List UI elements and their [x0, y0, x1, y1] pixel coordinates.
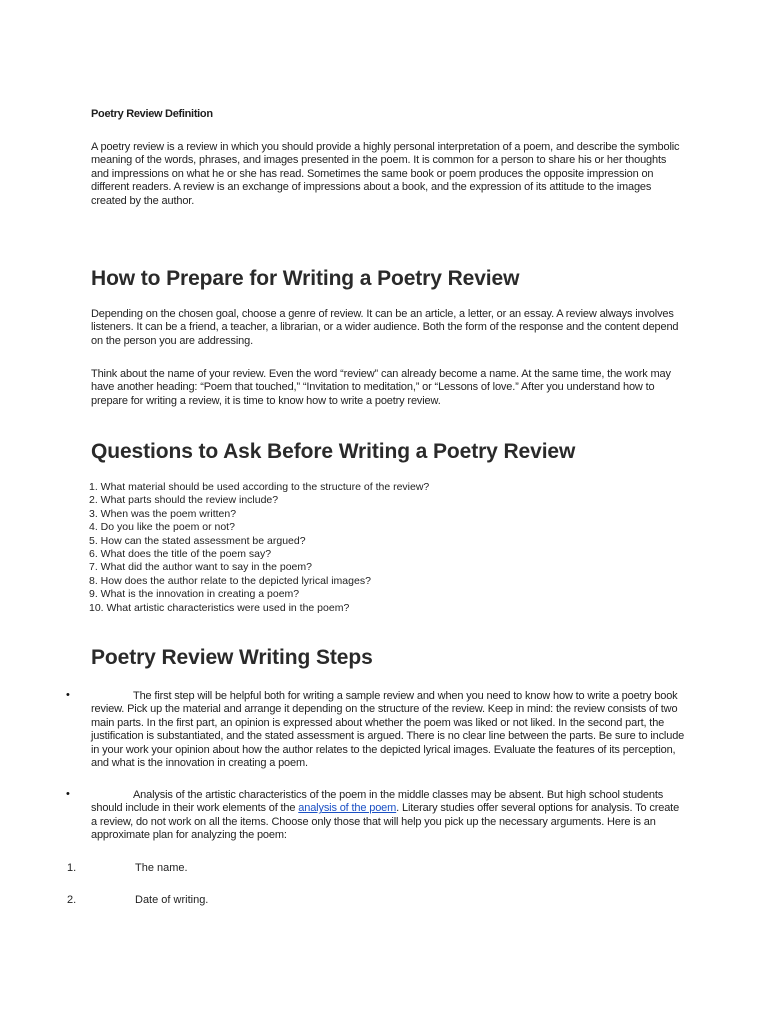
- question-item: 8. How does the author relate to the depicted lyrical images?: [89, 574, 371, 587]
- plan-item-text: The name.: [135, 862, 188, 874]
- question-item: 7. What did the author want to say in the poem?: [89, 561, 312, 574]
- prepare-paragraph-1: Depending on the chosen goal, choose a genre of review. It can be an article, a letter, or an essay. A review always involves listeners. It can be a friend, a teacher, a librarian, or a wider audience. Both the form of the response and the content depend on the person you are addressing.: [91, 308, 679, 347]
- question-item: 5. How can the stated assessment be argued?: [89, 534, 306, 547]
- prepare-paragraph-2: Think about the name of your review. Even the word “review” can already become a name. At the same time, the work may have another heading: “Poem that touched,” “Invitation to meditation,” or “Lessons of love.” After you understand how to prepare for writing a review, it is time to know how to write a poetry review.: [91, 368, 671, 407]
- question-item: 10. What artistic characteristics were used in the poem?: [89, 601, 350, 614]
- section-heading-prepare: How to Prepare for Writing a Poetry Review: [91, 267, 520, 290]
- bullet-icon: •: [66, 689, 70, 701]
- question-item: 6. What does the title of the poem say?: [89, 548, 272, 561]
- section-heading-steps: Poetry Review Writing Steps: [91, 646, 373, 669]
- analysis-of-poem-link[interactable]: analysis of the poem: [298, 802, 397, 815]
- intro-paragraph: A poetry review is a review in which you should provide a highly personal interpretation of a poem, and describe the symbolic meaning of the words, phrases, and images presented in the poem. It is common for a person to share his or her thoughts and impressions on what he or she has read. Sometimes the same book or poem produces the opposite impression on different readers. A review is an exchange of impressions about a book, and the expression of its attitude to the images created by the author.: [91, 141, 680, 207]
- question-item: 9. What is the innovation in creating a poem?: [89, 588, 300, 601]
- question-item: 2. What parts should the review include?: [89, 494, 279, 507]
- question-item: 1. What material should be used according to the structure of the review?: [89, 481, 430, 493]
- section-heading-questions: Questions to Ask Before Writing a Poetry Review: [91, 440, 576, 463]
- step-1-text: The first step will be helpful both for writing a sample review and when you need to know how to write a poetry book review. Pick up the material and arrange it depending on the structure of the review. Keep in mind: the review consists of two main parts. In the first part, an opinion is expressed about whether the poem was liked or not liked. In the second part, the justification is substantiated, and the stated assessment is argued. There is no clear line between the parts. Be sure to include in your work your opinion about how the author relates to the depicted lyrical images. Evaluate the features of its perception, and what is the innovation in creating a poem.: [91, 690, 685, 770]
- bullet-icon: •: [66, 788, 70, 800]
- plan-number: 2.: [67, 894, 77, 906]
- definition-subtitle: Poetry Review Definition: [91, 108, 213, 120]
- plan-number: 1.: [67, 862, 77, 874]
- questions-list: [89, 481, 429, 615]
- question-item: 4. Do you like the poem or not?: [89, 521, 235, 534]
- question-item: 3. When was the poem written?: [89, 507, 237, 520]
- step-1-paragraph: [91, 690, 686, 770]
- step-2-paragraph: [91, 789, 686, 843]
- step-2-text-before: Analysis of the artistic characteristics of the poem in the middle classes may be absent. But high school students should include in their work elements of the: [91, 789, 664, 815]
- plan-item-text: Date of writing.: [135, 894, 209, 906]
- step-2-text-after: . Literary studies offer several options for analysis. To create a review, do not work on all the items. Choose only those that will help you pick up the necessary arguments. Here is an approximate plan for analyzing the poem:: [91, 802, 680, 842]
